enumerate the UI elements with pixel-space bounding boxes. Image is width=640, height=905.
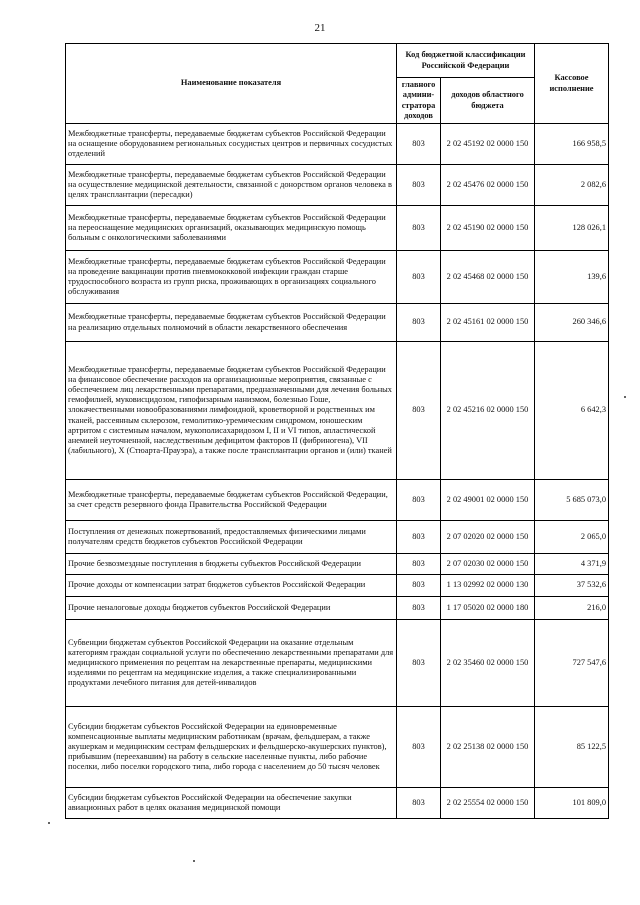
admin-code-cell: 803 xyxy=(397,554,441,575)
indicator-name-cell: Прочие неналоговые доходы бюджетов субъектов Российской Федерации xyxy=(66,597,397,620)
admin-code-cell: 803 xyxy=(397,342,441,480)
admin-code-cell: 803 xyxy=(397,788,441,819)
indicator-name-cell: Межбюджетные трансферты, передаваемые бюджетам субъектов Российской Федерации на проведение вакцинации против пневмококковой инфекции граждан старше трудоспособного возраста из групп риска, проживающих в организациях социального обслуживания xyxy=(66,251,397,304)
header-admin-code: главного админи-стратора доходов xyxy=(397,78,441,124)
table-row xyxy=(66,165,609,206)
income-code-cell: 1 13 02992 02 0000 130 xyxy=(441,575,535,597)
amount-cell: 85 122,5 xyxy=(535,707,609,788)
table-body xyxy=(66,124,609,819)
indicator-name-cell: Субвенции бюджетам субъектов Российской Федерации на оказание отдельным категориям граждан социальной услуги по обеспечению лекарственными препаратами для медицинского применения по рецептам на лекарственные препараты, медицинскими изделиями по рецептам на медицинские изделия, а также специализированными продуктами лечебного питания для детей-инвалидов xyxy=(66,620,397,707)
header-indicator-name: Наименование показателя xyxy=(66,44,397,124)
table-row xyxy=(66,575,609,597)
amount-cell: 128 026,1 xyxy=(535,206,609,251)
amount-cell: 216,0 xyxy=(535,597,609,620)
admin-code-cell: 803 xyxy=(397,480,441,521)
table-row xyxy=(66,124,609,165)
income-code-cell: 2 02 25554 02 0000 150 xyxy=(441,788,535,819)
indicator-name-cell: Межбюджетные трансферты, передаваемые бюджетам субъектов Российской Федерации, за счет средств резервного фонда Правительства Российской Федерации xyxy=(66,480,397,521)
indicator-name-cell: Межбюджетные трансферты, передаваемые бюджетам субъектов Российской Федерации на осуществление медицинской деятельности, связанной с донорством органов человека в целях трансплантации (пересадки) xyxy=(66,165,397,206)
income-code-cell: 2 02 49001 02 0000 150 xyxy=(441,480,535,521)
scan-speck xyxy=(624,396,626,398)
amount-cell: 101 809,0 xyxy=(535,788,609,819)
income-code-cell: 2 02 45161 02 0000 150 xyxy=(441,304,535,342)
income-code-cell: 2 02 45216 02 0000 150 xyxy=(441,342,535,480)
income-code-cell: 1 17 05020 02 0000 180 xyxy=(441,597,535,620)
admin-code-cell: 803 xyxy=(397,124,441,165)
amount-cell: 2 065,0 xyxy=(535,521,609,554)
admin-code-cell: 803 xyxy=(397,597,441,620)
amount-cell: 2 082,6 xyxy=(535,165,609,206)
income-code-cell: 2 02 45468 02 0000 150 xyxy=(441,251,535,304)
admin-code-cell: 803 xyxy=(397,575,441,597)
indicator-name-cell: Межбюджетные трансферты, передаваемые бюджетам субъектов Российской Федерации на оснащение оборудованием региональных сосудистых центров и первичных сосудистых отделений xyxy=(66,124,397,165)
table-row xyxy=(66,342,609,480)
admin-code-cell: 803 xyxy=(397,251,441,304)
table-row xyxy=(66,251,609,304)
table-row xyxy=(66,620,609,707)
scan-speck xyxy=(48,822,50,824)
income-code-cell: 2 02 25138 02 0000 150 xyxy=(441,707,535,788)
table-row xyxy=(66,597,609,620)
income-code-cell: 2 07 02020 02 0000 150 xyxy=(441,521,535,554)
table-row xyxy=(66,521,609,554)
table-row xyxy=(66,788,609,819)
header-classification-code: Код бюджетной классификации Российской Федерации xyxy=(397,44,535,78)
amount-cell: 4 371,9 xyxy=(535,554,609,575)
budget-execution-table xyxy=(65,43,609,819)
page-number: 21 xyxy=(314,22,326,34)
amount-cell: 139,6 xyxy=(535,251,609,304)
indicator-name-cell: Поступления от денежных пожертвований, предоставляемых физическими лицами получателям средств бюджетов субъектов Российской Федерации xyxy=(66,521,397,554)
admin-code-cell: 803 xyxy=(397,304,441,342)
header-income-code: доходов областного бюджета xyxy=(441,78,535,124)
indicator-name-cell: Прочие доходы от компенсации затрат бюджетов субъектов Российской Федерации xyxy=(66,575,397,597)
scan-speck xyxy=(193,860,195,862)
indicator-name-cell: Межбюджетные трансферты, передаваемые бюджетам субъектов Российской Федерации на реализацию отдельных полномочий в области лекарственного обеспечения xyxy=(66,304,397,342)
income-code-cell: 2 02 45190 02 0000 150 xyxy=(441,206,535,251)
admin-code-cell: 803 xyxy=(397,206,441,251)
income-code-cell: 2 07 02030 02 0000 150 xyxy=(441,554,535,575)
amount-cell: 5 685 073,0 xyxy=(535,480,609,521)
admin-code-cell: 803 xyxy=(397,521,441,554)
amount-cell: 166 958,5 xyxy=(535,124,609,165)
table-row xyxy=(66,480,609,521)
table-row xyxy=(66,554,609,575)
amount-cell: 260 346,6 xyxy=(535,304,609,342)
header-row-top xyxy=(66,44,609,78)
indicator-name-cell: Прочие безвозмездные поступления в бюджеты субъектов Российской Федерации xyxy=(66,554,397,575)
indicator-name-cell: Субсидии бюджетам субъектов Российской Федерации на единовременные компенсационные выплаты медицинским работникам (врачам, фельдшерам, а также акушеркам и медицинским сестрам фельдшерских и фельдшерско-акушерских пунктов), прибывшим (переехавшим) на работу в сельские населенные пункты, либо рабочие поселки, либо поселки городского типа, либо города с населением до 50 тысяч человек xyxy=(66,707,397,788)
income-code-cell: 2 02 45476 02 0000 150 xyxy=(441,165,535,206)
income-code-cell: 2 02 45192 02 0000 150 xyxy=(441,124,535,165)
table-row xyxy=(66,206,609,251)
header-cash-execution: Кассовое исполнение xyxy=(535,44,609,124)
admin-code-cell: 803 xyxy=(397,707,441,788)
indicator-name-cell: Субсидии бюджетам субъектов Российской Федерации на обеспечение закупки авиационных работ в целях оказания медицинской помощи xyxy=(66,788,397,819)
amount-cell: 6 642,3 xyxy=(535,342,609,480)
income-code-cell: 2 02 35460 02 0000 150 xyxy=(441,620,535,707)
admin-code-cell: 803 xyxy=(397,165,441,206)
amount-cell: 727 547,6 xyxy=(535,620,609,707)
table-row xyxy=(66,304,609,342)
indicator-name-cell: Межбюджетные трансферты, передаваемые бюджетам субъектов Российской Федерации на финансовое обеспечение расходов на организационные мероприятия, связанные с обеспечением лиц лекарственными препаратами, предназначенными для лечения больных гемофилией, муковисцидозом, гипофизарным нанизмом, болезнью Гоше, злокачественными новообразованиями лимфоидной, кроветворной и родственных им тканей, рассеянным склерозом, гемолитико-уремическим синдромом, юношеским артритом с системным началом, мукополисахаридозом I, II и VI типов, апластической анемией неуточненной, наследственным дефицитом факторов II (фибриногена), VII (лабильного), X (Стюарта-Прауэра), а также после трансплантации органов и (или) тканей xyxy=(66,342,397,480)
table-row xyxy=(66,707,609,788)
admin-code-cell: 803 xyxy=(397,620,441,707)
amount-cell: 37 532,6 xyxy=(535,575,609,597)
indicator-name-cell: Межбюджетные трансферты, передаваемые бюджетам субъектов Российской Федерации на переоснащение медицинских организаций, оказывающих медицинскую помощь больным с онкологическими заболеваниями xyxy=(66,206,397,251)
